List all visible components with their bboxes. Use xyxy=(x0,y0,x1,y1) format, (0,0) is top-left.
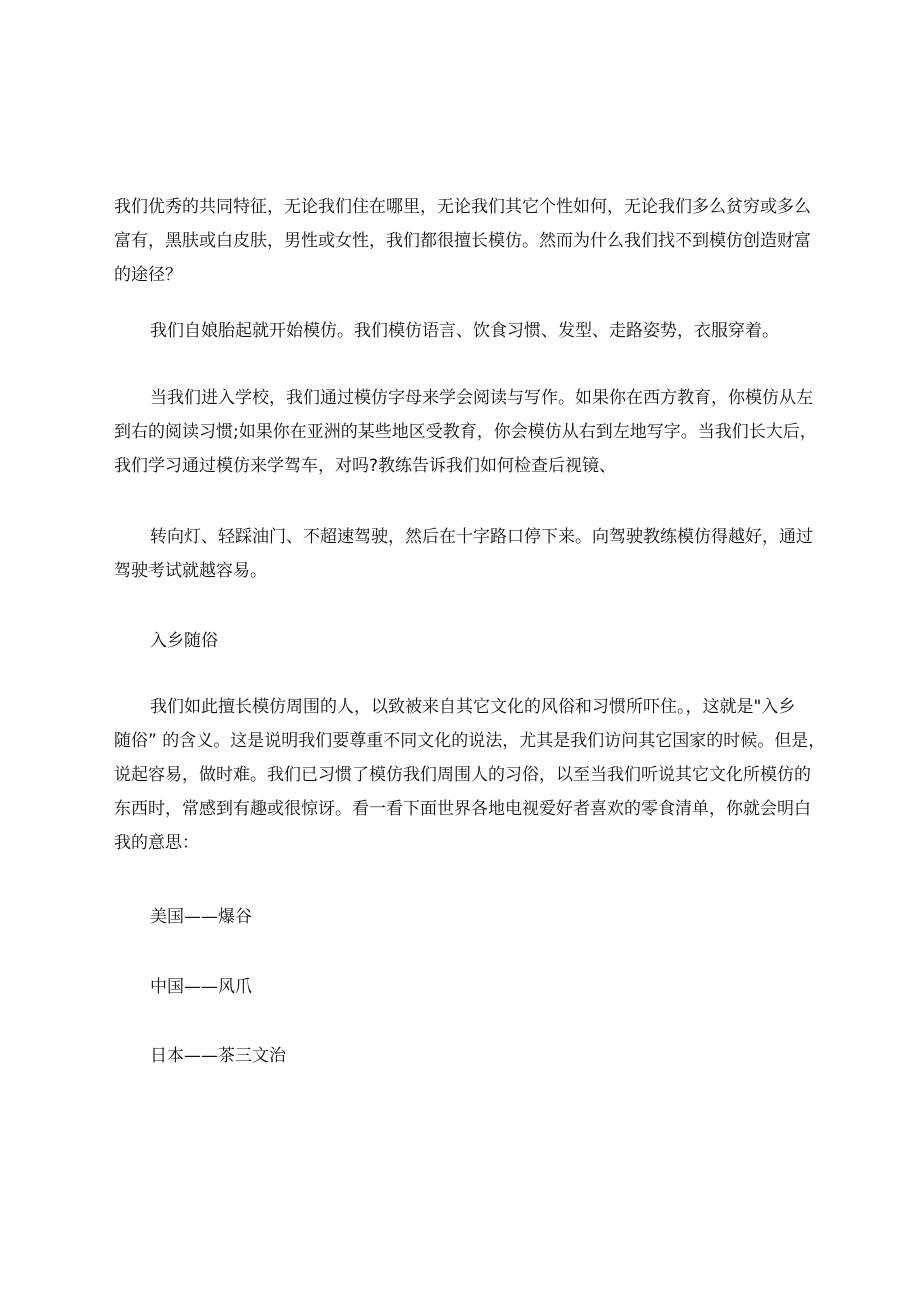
paragraph-imitation-trait xyxy=(114,190,814,292)
text-line: 转向灯、轻踩油门、不超速驾驶，然后在十字路口停下来。向驾驶教练模仿得越好，通过 xyxy=(150,527,813,547)
text-line: 东西时，常感到有趣或很惊讶。看一看下面世界各地电视爱好者喜欢的零食清单，你就会明白 xyxy=(114,799,811,819)
text-line: 我的意思： xyxy=(114,833,199,853)
text-line: 我们学习通过模仿来学驾车，对吗?教练告诉我们如何检查后视镜、 xyxy=(114,456,617,476)
text-line: 当我们进入学校，我们通过模仿字母来学会阅读与写作。如果你在西方教育，你模仿从左 xyxy=(150,388,813,408)
snack-list-item-china xyxy=(150,970,850,1004)
paragraph-driving xyxy=(114,520,814,588)
paragraph-school-imitation xyxy=(114,381,817,483)
text-line: 随俗” 的含义。这是说明我们要尊重不同文化的说法，尤其是我们访问其它国家的时候。但是， xyxy=(114,731,826,751)
snack-list-item-japan xyxy=(150,1039,850,1073)
text-line: 我们优秀的共同特征，无论我们住在哪里，无论我们其它个性如何，无论我们多么贫穷或多么 xyxy=(114,197,811,217)
text-line: 中国——风爪 xyxy=(150,977,252,997)
text-line: 富有，黑肤或白皮肤，男性或女性，我们都很擅长模仿。然而为什么我们找不到模仿创造财富 xyxy=(114,231,811,251)
text-line: 我们如此擅长模仿周围的人，以致被来自其它文化的风俗和习惯所吓住。，这就是"入乡 xyxy=(150,697,796,717)
text-line: 美国——爆谷 xyxy=(150,907,252,927)
snack-list-item-usa xyxy=(150,900,850,934)
section-heading xyxy=(150,624,850,658)
text-line: 说起容易，做时难。我们已习惯了模仿我们周围人的习俗，以至当我们听说其它文化所模仿的 xyxy=(114,765,811,785)
text-line: 驾驶考试就越容易。 xyxy=(114,561,267,581)
text-line: 我们自娘胎起就开始模仿。我们模仿语言、饮食习惯、发型、走路姿势，衣服穿着。 xyxy=(150,321,779,341)
text-line: 日本——茶三文治 xyxy=(150,1046,286,1066)
heading-text: 入乡随俗 xyxy=(150,631,218,651)
text-line: 的途径？ xyxy=(114,265,182,285)
text-line: 到右的阅读习惯;如果你在亚洲的某些地区受教育，你会模仿从右到左地写字。当我们长大后， xyxy=(114,422,817,442)
paragraph-customs xyxy=(114,690,826,860)
paragraph-imitation-from-birth xyxy=(150,314,850,348)
